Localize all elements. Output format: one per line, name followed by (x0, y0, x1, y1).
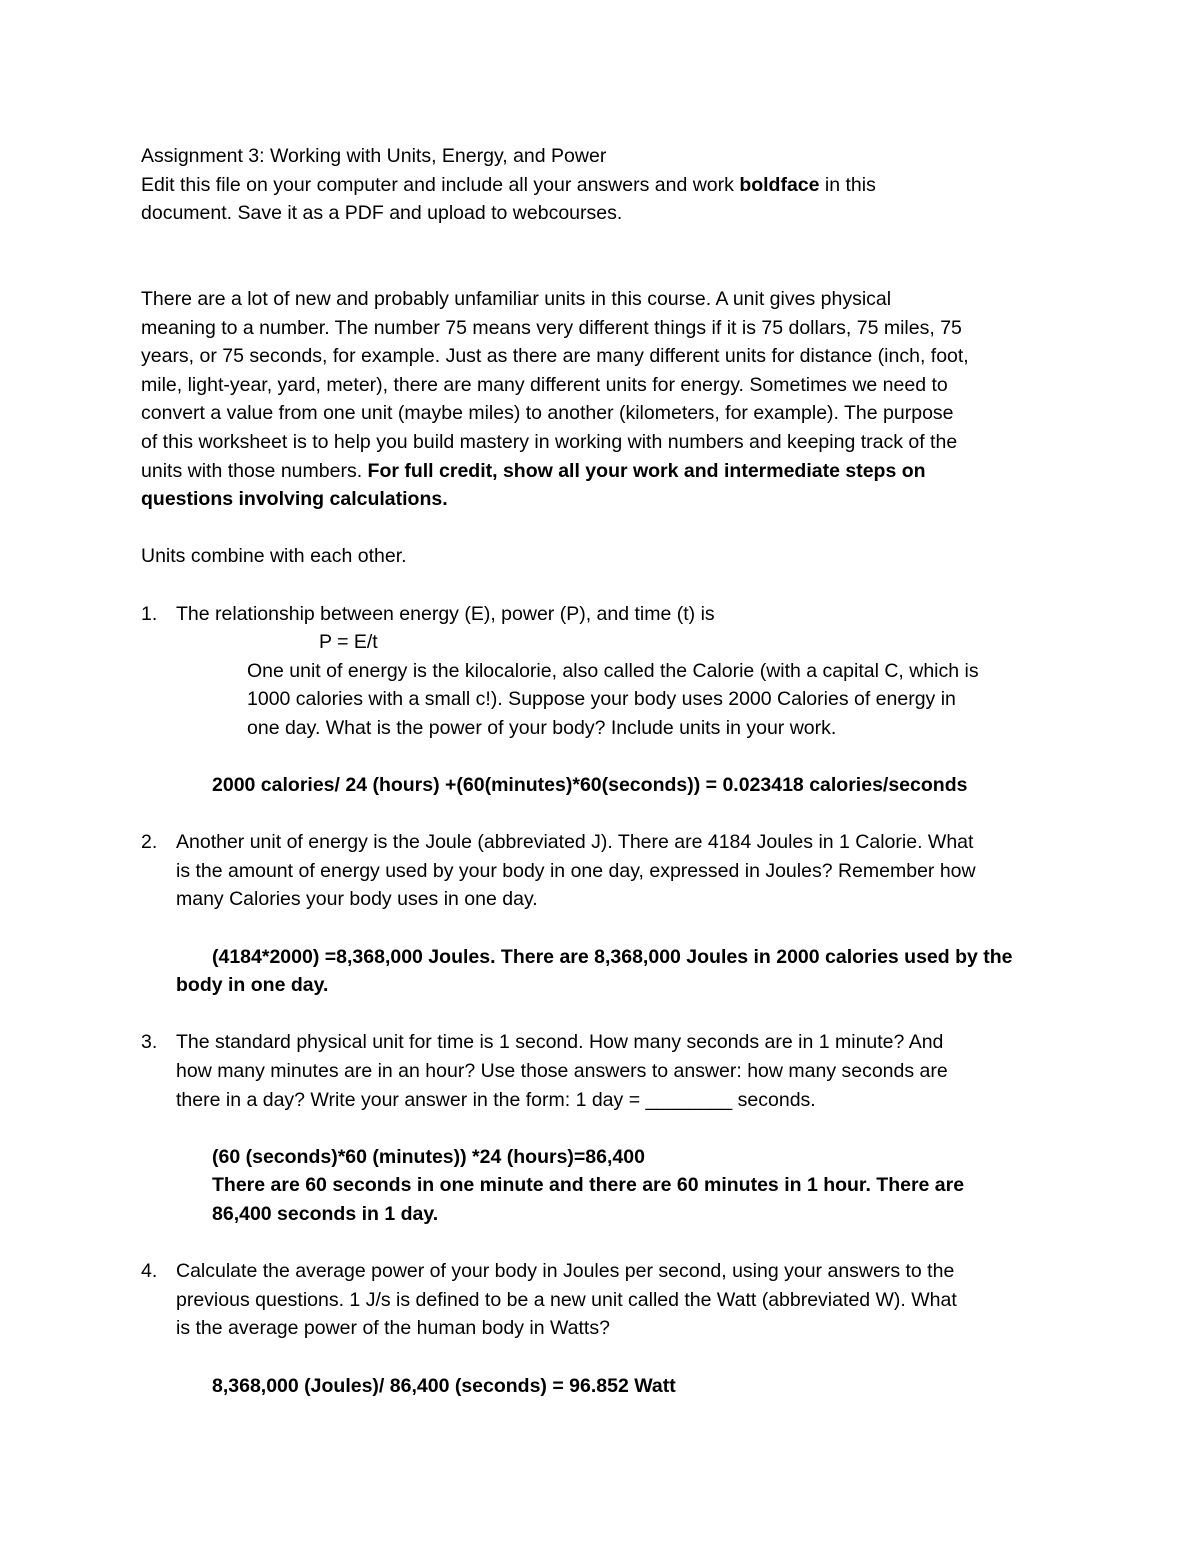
question-2 (141, 828, 1061, 914)
question-number: 4. (141, 1260, 158, 1283)
instructions-line-1 (141, 171, 1061, 200)
intro-bold-requirement: For full credit, show all your work and intermediate steps on (367, 459, 926, 482)
intro-line: years, or 75 seconds, for example. Just as there are many different units for distance (inch, foot, (141, 345, 969, 368)
question-number: 1. (141, 602, 158, 625)
answer-1: 2000 calories/ 24 (hours) +(60(minutes)*60(seconds)) = 0.023418 calories/seconds (212, 774, 968, 797)
answer-4: 8,368,000 (Joules)/ 86,400 (seconds) = 96.852 Watt (212, 1374, 676, 1397)
question-text: there in a day? Write your answer in the form: 1 day = ________ seconds. (176, 1088, 816, 1111)
question-text: previous questions. 1 J/s is defined to be a new unit called the Watt (abbreviated W). What (176, 1288, 957, 1311)
intro-paragraph (141, 285, 1061, 514)
question-text: The standard physical unit for time is 1 second. How many seconds are in 1 minute? And (176, 1031, 944, 1054)
instructions-line-2: document. Save it as a PDF and upload to webcourses. (141, 202, 623, 225)
answer-2-continued: body in one day. (176, 974, 329, 997)
intro-line: mile, light-year, yard, meter), there are many different units for energy. Sometimes we need to (141, 373, 948, 396)
intro-bold-requirement-end: questions involving calculations. (141, 488, 448, 511)
question-text: The relationship between energy (E), power (P), and time (t) is (176, 602, 715, 625)
answer-3-continued: There are 60 seconds in one minute and there are 60 minutes in 1 hour. There are (212, 1174, 965, 1197)
question-text: many Calories your body uses in one day. (176, 888, 538, 911)
formula: P = E/t (319, 631, 378, 654)
question-text: is the amount of energy used by your body in one day, expressed in Joules? Remember how (176, 859, 976, 882)
question-number: 3. (141, 1031, 158, 1054)
instructions-text-end: in this (819, 173, 876, 196)
question-text: Calculate the average power of your body in Joules per second, using your answers to the (176, 1260, 955, 1283)
instructions-bold-word: boldface (739, 173, 820, 196)
answer-3: (60 (seconds)*60 (minutes)) *24 (hours)=86,400 (212, 1145, 645, 1168)
intro-line: of this worksheet is to help you build mastery in working with numbers and keeping track of the (141, 430, 958, 453)
question-text: One unit of energy is the kilocalorie, also called the Calorie (with a capital C, which is (247, 659, 979, 682)
instructions-text: Edit this file on your computer and include all your answers and work (141, 173, 740, 196)
intro-line: meaning to a number. The number 75 means very different things if it is 75 dollars, 75 miles, 75 (141, 316, 962, 339)
intro-line: There are a lot of new and probably unfamiliar units in this course. A unit gives physical (141, 287, 892, 310)
section-heading: Units combine with each other. (141, 545, 407, 568)
assignment-title: Assignment 3: Working with Units, Energy, and Power (141, 145, 607, 167)
question-3 (141, 1028, 1061, 1114)
intro-line (141, 457, 1061, 486)
question-text: 1000 calories with a small c!). Suppose your body uses 2000 Calories of energy in (247, 688, 956, 711)
intro-text: units with those numbers. (141, 459, 368, 482)
intro-line: convert a value from one unit (maybe miles) to another (kilometers, for example). The purpose (141, 402, 954, 425)
question-text: Another unit of energy is the Joule (abbreviated J). There are 4184 Joules in 1 Calorie. What (176, 831, 974, 854)
question-number: 2. (141, 831, 158, 854)
answer-2: (4184*2000) =8,368,000 Joules. There are 8,368,000 Joules in 2000 calories used by the (212, 945, 1013, 968)
question-text: is the average power of the human body in Watts? (176, 1317, 610, 1340)
question-4 (141, 1257, 1061, 1343)
question-text: one day. What is the power of your body? Include units in your work. (247, 716, 837, 739)
answer-3-continued: 86,400 seconds in 1 day. (212, 1202, 439, 1225)
question-1 (141, 600, 1061, 743)
question-text: how many minutes are in an hour? Use those answers to answer: how many seconds are (176, 1060, 948, 1082)
document-body (141, 142, 1061, 1400)
